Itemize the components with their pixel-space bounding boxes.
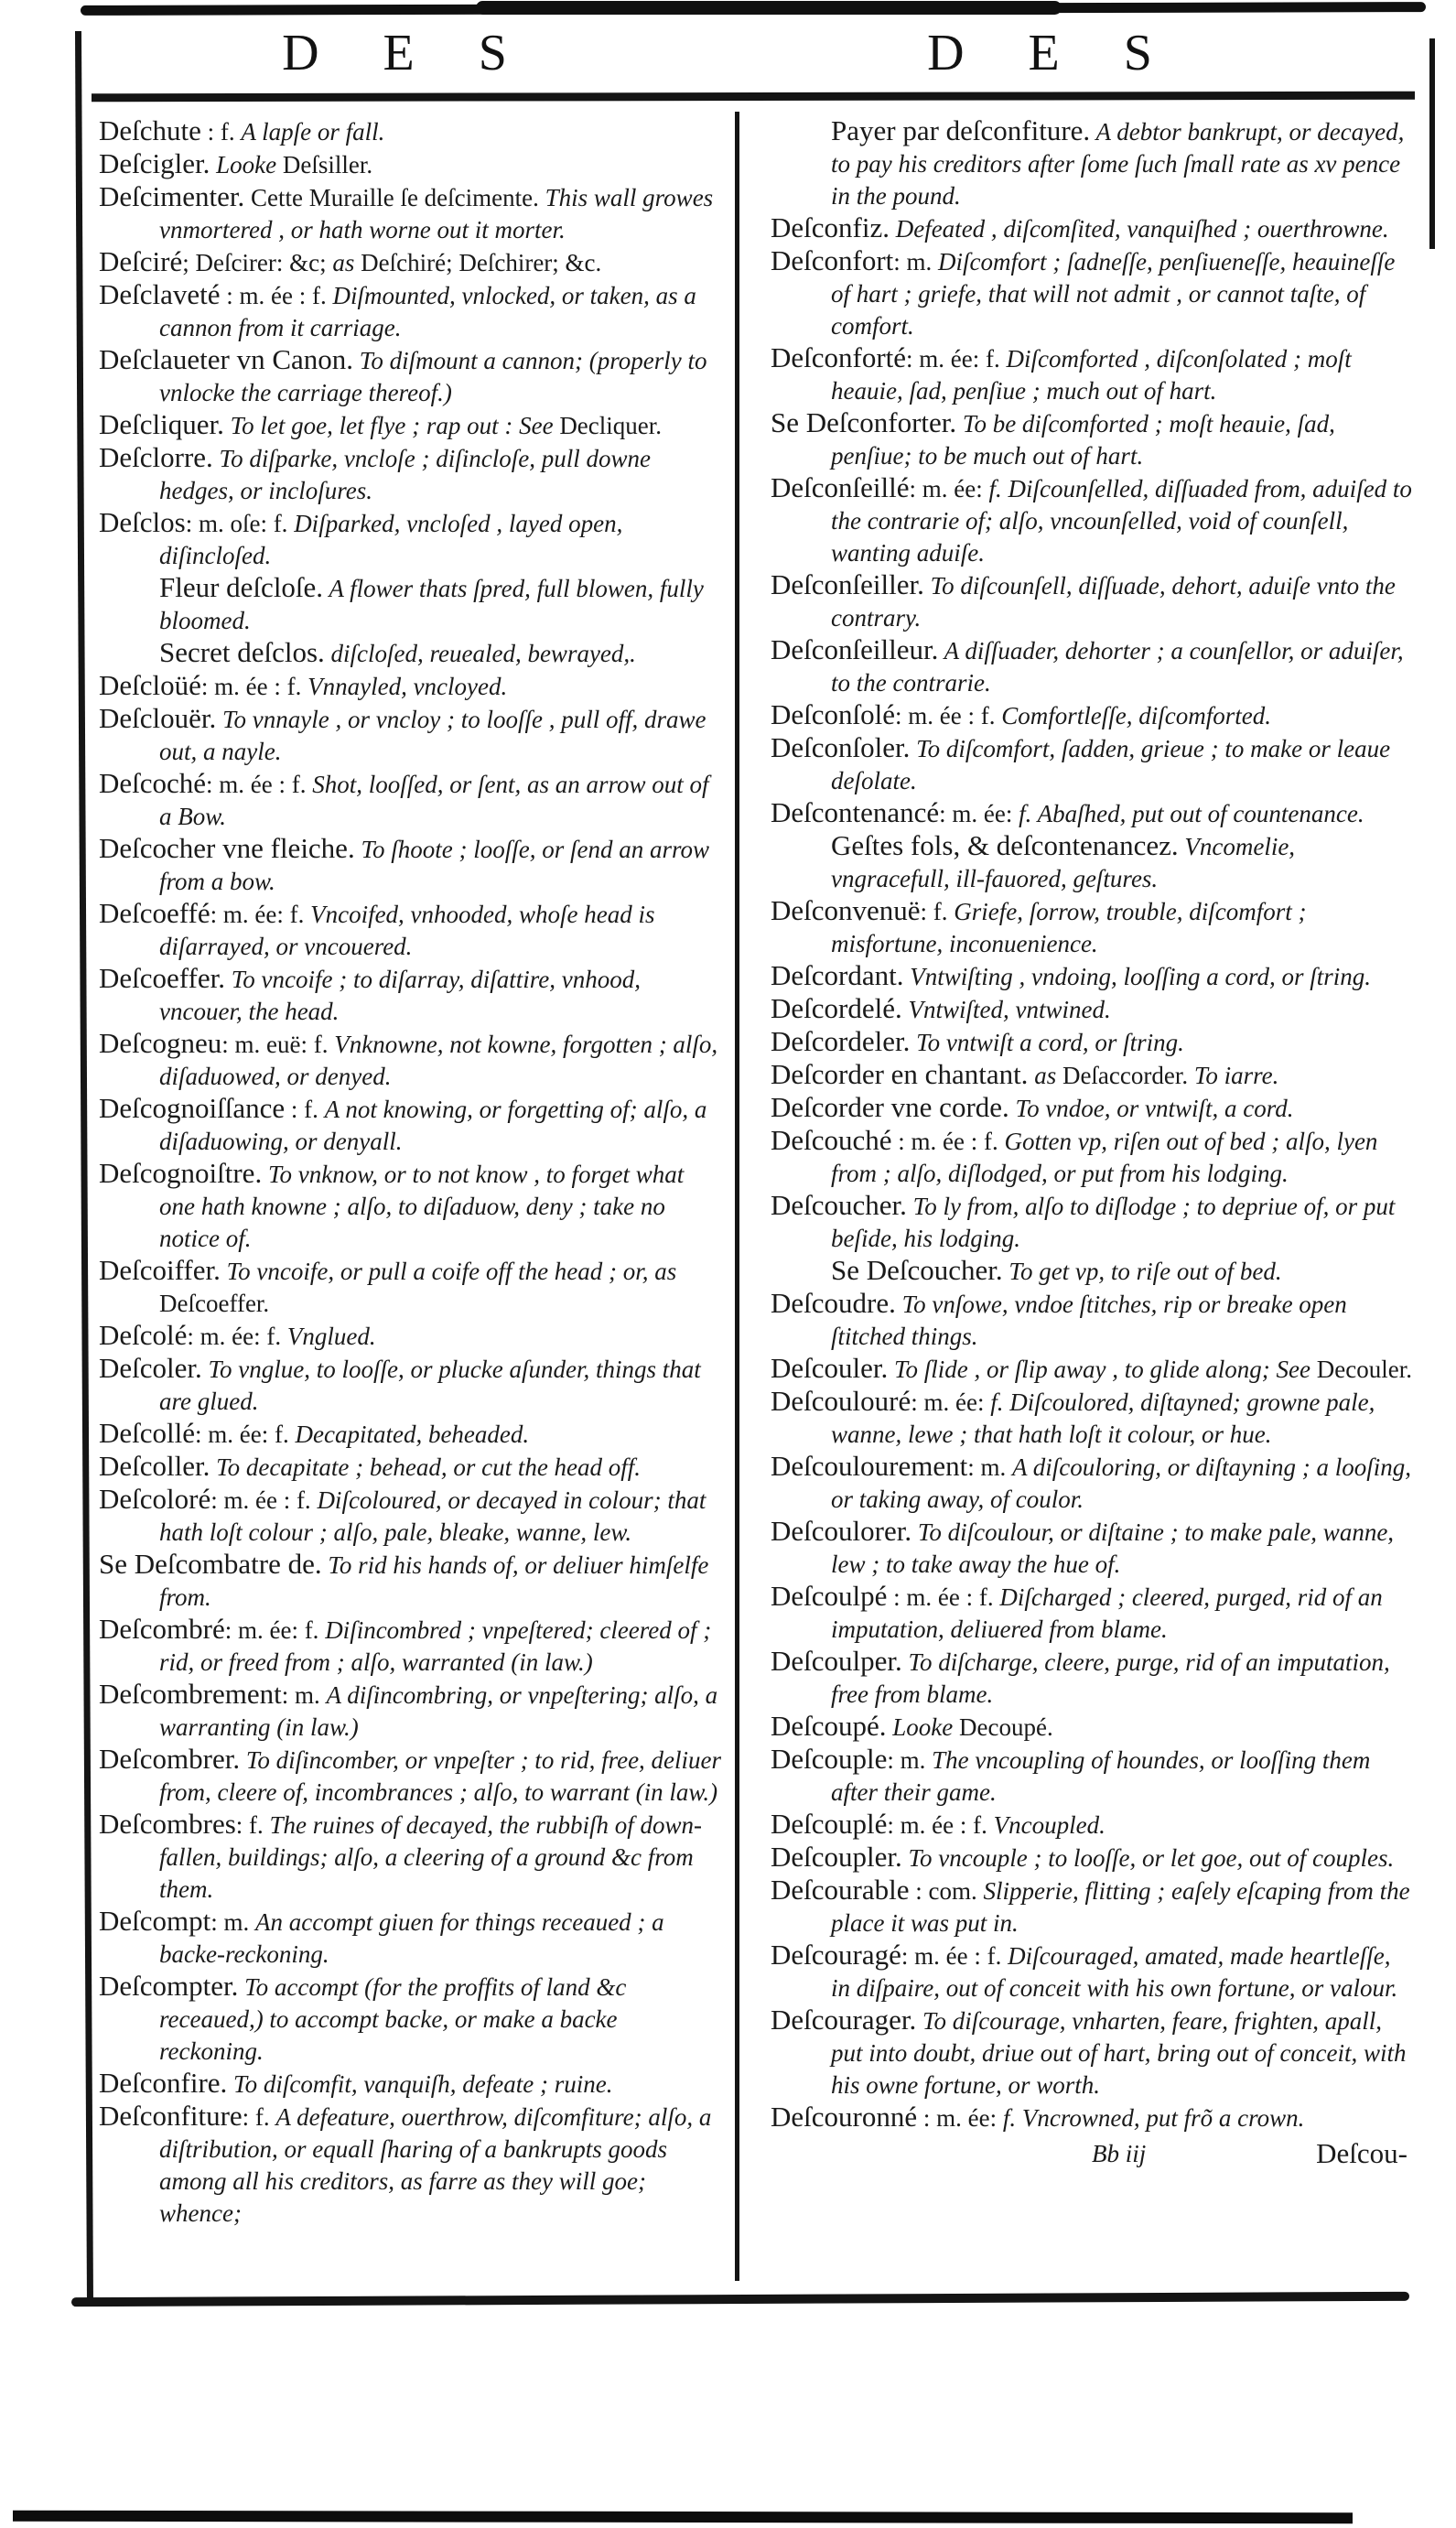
entry-gloss-italic: To ſlide , or ſlip away , to glide along; See xyxy=(888,1356,1317,1383)
entry-gloss-italic: To diſcoulour, or diſtaine ; to make pale, wanne, lew ; to take away the hue of. xyxy=(831,1518,1395,1578)
running-head-left: D E S xyxy=(282,25,533,81)
entry-gloss-italic: f. Vncrowned, put frõ a crown. xyxy=(1002,2104,1305,2132)
dictionary-entry xyxy=(99,246,723,279)
entry-headword: Deſcorder vne corde. xyxy=(771,1091,1009,1123)
entry-gloss-italic: The ruines of decayed, the rubbiſh of down-fallen, buildings; alſo, a cleering of a ground &c from them. xyxy=(159,1811,702,1903)
dictionary-entry xyxy=(771,1939,1413,2004)
entry-gloss-italic: Diſparked, vncloſed , layed open, diſincloſed. xyxy=(159,510,623,569)
entry-roman-text: : m. xyxy=(967,1453,1012,1481)
entry-headword: Deſcombres xyxy=(99,1808,236,1840)
entry-gloss-italic: To diſmount a cannon; (properly to vnlocke the carriage thereof.) xyxy=(159,347,707,406)
entry-gloss-italic: To let goe, let flye ; rap out : See xyxy=(223,412,560,439)
dictionary-entry xyxy=(771,732,1413,797)
entry-headword: Deſconſeillé xyxy=(771,471,910,503)
entry-roman-text: : m. ée : f. xyxy=(891,1128,1005,1155)
entry-gloss-italic: as xyxy=(332,249,361,276)
entry-headword: Secret deſclos. xyxy=(159,636,325,668)
entry-headword: Deſcouché xyxy=(771,1124,892,1156)
dictionary-subentry xyxy=(99,637,723,670)
entry-roman-text: : m. ée : f. xyxy=(206,771,313,798)
entry-headword: Deſcombré xyxy=(99,1613,225,1645)
entry-headword: Deſcognoiſtre. xyxy=(99,1157,263,1189)
entry-headword: Deſcouplé xyxy=(771,1808,888,1840)
entry-gloss-italic: To ly from, alſo to diſlodge ; to depriue of, or put beſide, his lodging. xyxy=(831,1193,1396,1252)
dictionary-entry xyxy=(99,344,723,409)
entry-roman-text: : m. ée: xyxy=(939,800,1019,827)
entry-gloss-italic: Slipperie, flitting ; eaſely eſcaping from the place it was put in. xyxy=(831,1877,1410,1937)
entry-headword: Deſcollé xyxy=(99,1417,196,1449)
entry-headword: Deſcordant. xyxy=(771,959,904,991)
entry-roman-text: Deſsiller. xyxy=(282,151,373,178)
dictionary-entry xyxy=(771,1711,1413,1744)
dictionary-entry xyxy=(99,1158,723,1255)
entry-gloss-italic: A defeature, ouerthrow, diſcomfiture; alſo, a diſtribution, or equall ſharing of a bankrupts goods among all his creditors, as farre as they will goe; whence; xyxy=(159,2103,712,2227)
entry-roman-text: Decliquer. xyxy=(559,412,663,439)
entry-roman-text: : m. xyxy=(210,1908,256,1936)
entry-gloss-italic: Diſcouraged, amated, made heartleſſe, in diſpaire, out of conceit with his own fortune, or valour. xyxy=(831,1942,1398,2002)
entry-roman-text: : m. ée: xyxy=(911,1388,991,1416)
dictionary-entry xyxy=(771,2004,1413,2101)
dictionary-subentry xyxy=(771,830,1413,895)
dictionary-entry xyxy=(771,1026,1413,1059)
entry-gloss-italic: Gotten vp, riſen out of bed ; alſo, lyen from ; alſo, diſlodged, or put from his lodging. xyxy=(831,1128,1378,1187)
entry-gloss-italic: To vncoife, or pull a coife off the head ; or, as xyxy=(220,1258,677,1285)
page-border-left xyxy=(75,31,93,2299)
entry-roman-text: : m. ée: f. xyxy=(224,1616,326,1644)
dictionary-entry xyxy=(99,1093,723,1158)
entry-gloss-italic: Decapitated, beheaded. xyxy=(295,1421,530,1448)
entry-roman-text: : m. ée : f. xyxy=(895,702,1002,729)
entry-headword: Deſcoupler. xyxy=(771,1841,902,1873)
entry-headword: Deſclouër. xyxy=(99,702,217,734)
entry-headword: Deſcoloré xyxy=(99,1483,211,1515)
entry-gloss-italic: To decapitate ; behead, or cut the head off. xyxy=(210,1453,642,1481)
dictionary-entry xyxy=(99,115,723,148)
dictionary-entry xyxy=(99,1255,723,1320)
entry-roman-text: : m. oſe: f. xyxy=(185,510,295,537)
entry-gloss-italic: Vncomelie, vngracefull, ill-fauored, geſtures. xyxy=(831,833,1296,892)
entry-roman-text: Decouler. xyxy=(1316,1356,1412,1383)
dictionary-entry xyxy=(99,1809,723,1906)
entry-gloss-italic: To rid his hands of, or deliuer himſelfe from. xyxy=(159,1551,709,1611)
entry-headword: Deſcoulouré xyxy=(771,1385,911,1417)
entry-gloss-italic: An accompt giuen for things receaued ; a backe-reckoning. xyxy=(159,1908,664,1968)
dictionary-entry xyxy=(771,1874,1413,1939)
entry-headword: Deſcorder en chantant. xyxy=(771,1058,1029,1090)
entry-roman-text: : f. xyxy=(242,2103,276,2131)
entry-headword: Deſconſeiller. xyxy=(771,568,924,600)
entry-roman-text: : m. euë: f. xyxy=(221,1031,335,1058)
dictionary-entry xyxy=(99,1906,723,1971)
entry-headword: Deſcouragé xyxy=(771,1939,901,1971)
entry-gloss-italic: Vntwiſting , vndoing, looſſing a cord, or ſtring. xyxy=(903,963,1371,990)
dictionary-entry xyxy=(771,569,1413,634)
entry-headword: Deſcoulpé xyxy=(771,1580,888,1612)
entry-gloss-italic: A debtor bankrupt, or decayed, to pay his creditors after ſome ſuch ſmall rate as xv pence in the pound. xyxy=(831,118,1405,210)
entry-gloss-italic: f. Diſcounſelled, diſſuaded from, aduiſed to the contrarie of; alſo, vncounſelled, void of counſell, wanting aduiſe. xyxy=(831,475,1412,567)
dictionary-entry xyxy=(99,409,723,442)
page-border-bottom xyxy=(71,2292,1409,2307)
dictionary-entry xyxy=(771,212,1413,245)
entry-gloss-italic: Diſmounted, vnlocked, or taken, as a cannon from it carriage. xyxy=(159,282,696,341)
entry-roman-text: : m. ée : f. xyxy=(220,282,333,309)
dictionary-entry xyxy=(771,245,1413,342)
entry-gloss-italic: diſcloſed, reuealed, bewrayed,. xyxy=(324,640,636,667)
entry-gloss-italic: The vncoupling of houndes, or looſſing them after their game. xyxy=(831,1746,1371,1806)
entry-gloss-italic: To diſcomfit, vanquiſh, defeate ; ruine. xyxy=(227,2070,613,2098)
dictionary-entry xyxy=(771,797,1413,830)
entry-roman-text: Decoupé. xyxy=(959,1713,1053,1741)
dictionary-entry xyxy=(99,963,723,1028)
entry-gloss-italic: Diſcoloured, or decayed in colour; that hath loſt colour ; alſo, pale, bleake, wanne, lew. xyxy=(159,1486,706,1546)
entry-headword: Deſcompt xyxy=(99,1905,211,1937)
dictionary-entry xyxy=(771,699,1413,732)
entry-headword: Deſcoulper. xyxy=(771,1645,902,1677)
entry-roman-text: : m. ée : f. xyxy=(210,1486,318,1514)
entry-headword: Deſchute xyxy=(99,114,201,146)
entry-headword: Deſcocher vne fleiche. xyxy=(99,832,355,864)
entry-gloss-italic: A diſcouloring, or diſtayning ; a looſing, or taking away, of coulor. xyxy=(831,1453,1411,1513)
entry-headword: Deſclaueter vn Canon. xyxy=(99,343,354,375)
dictionary-entry xyxy=(99,1971,723,2068)
dictionary-entry xyxy=(99,1028,723,1093)
entry-roman-text: : m. xyxy=(893,248,939,275)
dictionary-entry xyxy=(771,1125,1413,1190)
entry-headword: Deſcompter. xyxy=(99,1970,239,2002)
header-rule xyxy=(92,92,1415,103)
dictionary-entry xyxy=(771,342,1413,407)
entry-gloss-italic: To diſincomber, or vnpeſter ; to rid, free, deliuer from, cleere of, incombrances ; alſo, to warrant (in law.) xyxy=(159,1746,722,1806)
entry-roman-text: Deſaccorder. xyxy=(1062,1062,1194,1089)
dictionary-entry xyxy=(99,1679,723,1744)
entry-headword: Deſconſoler. xyxy=(771,731,911,763)
entry-headword: Deſcouler. xyxy=(771,1352,889,1384)
entry-gloss-italic: To ſhoote ; looſſe, or ſend an arrow from a bow. xyxy=(159,836,709,895)
entry-headword: Deſconfiture xyxy=(99,2100,243,2132)
entry-gloss-italic: This wall growes vnmortered , or hath worne out it morter. xyxy=(159,184,714,243)
entry-gloss-italic: To vnnayle , or vncloy ; to looſſe , pull off, drawe out, a nayle. xyxy=(159,706,706,765)
column-divider xyxy=(735,112,739,2281)
entry-gloss-italic: Defeated , diſcomſited, vanquiſhed ; ouerthrowne. xyxy=(889,215,1389,243)
entry-headword: Deſcoupé. xyxy=(771,1710,887,1742)
dictionary-entry xyxy=(99,1418,723,1451)
catchword: Deſcou- xyxy=(1316,2137,1407,2169)
entry-gloss-italic: A diſincombring, or vnpeſtering; alſo, a warranting (in law.) xyxy=(159,1681,718,1741)
dictionary-entry xyxy=(99,670,723,703)
entry-headword: Deſcimenter. xyxy=(99,180,245,212)
entry-gloss-italic: Vnnayled, vncloyed. xyxy=(307,673,508,700)
dictionary-column-right xyxy=(771,115,1413,2175)
entry-roman-text: : m. ée : f. xyxy=(200,673,308,700)
dictionary-entry xyxy=(99,898,723,963)
dictionary-entry xyxy=(771,895,1413,960)
entry-gloss-italic: A not knowing, or forgetting of; alſo, a diſaduowing, or denyall. xyxy=(159,1096,707,1155)
running-head-right: D E S xyxy=(927,25,1178,81)
dictionary-column-left xyxy=(99,115,723,2230)
dictionary-entry xyxy=(99,507,723,572)
dictionary-entry xyxy=(771,1744,1413,1809)
entry-gloss-italic: Looke xyxy=(886,1713,960,1741)
entry-headword: Se Deſconforter. xyxy=(771,406,957,438)
entry-gloss-italic: To vnglue, to looſſe, or plucke aſunder, things that are glued. xyxy=(159,1356,701,1415)
entry-headword: Geſtes fols, & deſcontenancez. xyxy=(831,829,1179,861)
dictionary-entry xyxy=(99,181,723,246)
scan-bottom-edge-bar xyxy=(13,2511,1353,2524)
signature-mark: Bb iij xyxy=(1092,2140,1147,2167)
scan-top-edge-bulge xyxy=(476,1,1062,15)
entry-roman-text: : f. xyxy=(285,1096,325,1123)
entry-headword: Deſcoller. xyxy=(99,1450,210,1482)
entry-roman-text: Deſchiré; Deſchirer; &c. xyxy=(361,249,602,276)
entry-gloss-italic: To vntwiſt a cord, or ſtring. xyxy=(910,1029,1184,1056)
dictionary-entry xyxy=(99,148,723,181)
dictionary-subentry xyxy=(771,115,1413,212)
entry-headword: Deſclorre. xyxy=(99,441,213,473)
entry-headword: Deſcigler. xyxy=(99,147,210,179)
entry-gloss-italic: To diſcharge, cleere, purge, rid of an imputation, free from blame. xyxy=(831,1648,1390,1708)
entry-gloss-italic: f. Diſcoulored, diſtayned; growne pale, wanne, lewe ; that hath loſt it colour, or hue. xyxy=(831,1388,1375,1448)
entry-gloss-italic: A diſſuader, dehorter ; a counſellor, or aduiſer, to the contrarie. xyxy=(831,637,1404,697)
entry-roman-text: : f. xyxy=(920,898,954,925)
dictionary-entry xyxy=(99,703,723,768)
entry-headword: Deſcoeffé xyxy=(99,897,210,929)
entry-headword: Deſcordeler. xyxy=(771,1025,911,1057)
entry-gloss-italic: To vncoife ; to diſarray, diſattire, vnhood, vncouer, the head. xyxy=(159,966,641,1025)
entry-gloss-italic: Diſcomfort ; ſadneſſe, penſiueneſſe, heauineſſe of hart ; griefe, that will not admit , or cannot taſte, of comfort. xyxy=(831,248,1396,340)
entry-headword: Deſcoucher. xyxy=(771,1189,907,1221)
entry-gloss-italic: Shot, looſſed, or ſent, as an arrow out of a Bow. xyxy=(159,771,709,830)
entry-headword: Deſcourager. xyxy=(771,2004,917,2036)
entry-gloss-italic: f. Abaſhed, put out of countenance. xyxy=(1019,800,1364,827)
entry-roman-text: : m. ée: xyxy=(909,475,989,502)
entry-headword: Deſcombrer. xyxy=(99,1743,241,1775)
entry-roman-text: : m. xyxy=(281,1681,327,1709)
entry-headword: Payer par deſconfiture. xyxy=(831,114,1091,146)
entry-roman-text: : com. xyxy=(909,1877,984,1905)
entry-headword: Deſconfire. xyxy=(99,2067,228,2099)
dictionary-entry xyxy=(99,442,723,507)
entry-gloss-italic: To be diſcomforted ; moſt heauie, ſad, penſiue; to be much out of hart. xyxy=(831,410,1335,470)
dictionary-entry xyxy=(771,1092,1413,1125)
dictionary-entry xyxy=(99,1614,723,1679)
dictionary-entry xyxy=(771,1451,1413,1516)
entry-roman-text: Deſcoeffer. xyxy=(159,1290,270,1317)
entry-headword: Deſcliquer. xyxy=(99,408,224,440)
entry-headword: Deſcoulourement xyxy=(771,1450,968,1482)
entry-headword: Se Deſcoucher. xyxy=(831,1254,1003,1286)
entry-headword: Deſconſolé xyxy=(771,698,896,730)
dictionary-subentry xyxy=(771,1255,1413,1288)
entry-roman-text: : m. ée: xyxy=(917,2104,1003,2132)
entry-headword: Deſconfort xyxy=(771,244,894,276)
entry-headword: Deſcognoiſſance xyxy=(99,1092,286,1124)
entry-roman-text: : m. ée: f. xyxy=(906,345,1007,373)
entry-headword: Deſconſeilleur. xyxy=(771,633,939,665)
entry-headword: Deſconforté xyxy=(771,341,907,373)
dictionary-entry xyxy=(99,279,723,344)
entry-headword: Deſcoeffer. xyxy=(99,962,225,994)
dictionary-entry xyxy=(771,993,1413,1026)
entry-gloss-italic: A flower thats ſpred, full blowen, fully bloomed. xyxy=(159,575,704,634)
dictionary-entry xyxy=(771,407,1413,472)
entry-roman-text: Cette Muraille ſe deſcimente. xyxy=(244,184,545,211)
entry-roman-text: : f. xyxy=(235,1811,270,1839)
entry-roman-text: : m. xyxy=(887,1746,933,1774)
dictionary-entry xyxy=(771,1190,1413,1255)
page-border-right xyxy=(1429,38,1435,249)
entry-headword: Deſcoler. xyxy=(99,1352,202,1384)
entry-gloss-italic: To iarre. xyxy=(1193,1062,1279,1089)
entry-roman-text: : m. ée: f. xyxy=(187,1323,287,1350)
dictionary-entry xyxy=(99,833,723,898)
entry-roman-text: : m. ée : f. xyxy=(887,1583,1000,1611)
entry-headword: Deſcordelé. xyxy=(771,992,902,1024)
entry-roman-text: : m. ée: f. xyxy=(195,1421,296,1448)
entry-headword: Deſclaveté xyxy=(99,278,221,310)
entry-headword: Deſcoiffer. xyxy=(99,1254,221,1286)
dictionary-entry xyxy=(99,1744,723,1809)
entry-gloss-italic: To diſcourage, vnharten, feare, frighten, apall, put into doubt, driue out of hart, bring out of conceit, with his owne fortune, or worth. xyxy=(831,2007,1407,2099)
entry-gloss-italic: Vncoupled. xyxy=(993,1811,1105,1839)
entry-headword: Deſcoudre. xyxy=(771,1287,896,1319)
entry-gloss-italic: Diſcomforted , diſconſolated ; moſt heauie, ſad, penſiue ; much out of hart. xyxy=(831,345,1352,405)
entry-gloss-italic: To diſcounſell, diſſuade, dehort, aduiſe vnto the contrary. xyxy=(831,572,1396,632)
entry-headword: Fleur deſcloſe. xyxy=(159,571,324,603)
entry-headword: Deſclos xyxy=(99,506,186,538)
dictionary-entry xyxy=(771,634,1413,699)
entry-gloss-italic: Vntwiſted, vntwined. xyxy=(901,996,1111,1023)
entry-gloss-italic: A lapſe or fall. xyxy=(241,118,385,146)
dictionary-entry xyxy=(771,1842,1413,1874)
dictionary-entry xyxy=(99,1484,723,1549)
entry-headword: Deſcolé xyxy=(99,1319,188,1351)
entry-gloss-italic: Vnknowne, not kowne, forgotten ; alſo, diſaduowed, or denyed. xyxy=(159,1031,718,1090)
entry-gloss-italic: To get vp, to riſe out of bed. xyxy=(1002,1258,1282,1285)
entry-headword: Deſcoulorer. xyxy=(771,1515,912,1547)
dictionary-entry xyxy=(99,2068,723,2101)
dictionary-entry xyxy=(99,2101,723,2230)
entry-roman-text: : m. ée: f. xyxy=(210,901,311,928)
entry-gloss-italic: To vndoe, or vntwiſt, a cord. xyxy=(1008,1095,1294,1122)
entry-gloss-italic: To vnknow, or to not know , to forget what one hath knowne ; alſo, to diſaduow, deny ; take no notice of. xyxy=(159,1161,685,1252)
entry-roman-text: : m. ée : f. xyxy=(901,1942,1008,1970)
dictionary-entry xyxy=(771,1516,1413,1581)
dictionary-entry xyxy=(99,768,723,833)
dictionary-entry xyxy=(771,2101,1413,2134)
entry-headword: Deſconfiz. xyxy=(771,211,890,243)
entry-headword: Deſcourable xyxy=(771,1874,910,1906)
dictionary-entry xyxy=(771,472,1413,569)
entry-headword: Deſcloüé xyxy=(99,669,201,701)
entry-gloss-italic: Vncoifed, vnhooded, whoſe head is diſarrayed, or vncouered. xyxy=(159,901,655,960)
entry-headword: Se Deſcombatre de. xyxy=(99,1548,322,1580)
dictionary-entry xyxy=(99,1451,723,1484)
entry-gloss-italic: Diſincombred ; vnpeſtered; cleered of ; rid, or freed from ; alſo, warranted (in law.) xyxy=(159,1616,712,1676)
entry-headword: Deſcoché xyxy=(99,767,207,799)
entry-headword: Deſcontenancé xyxy=(771,796,940,828)
entry-gloss-italic: Griefe, ſorrow, trouble, diſcomfort ; misfortune, inconuenience. xyxy=(831,898,1307,957)
dictionary-entry xyxy=(771,960,1413,993)
entry-headword: Deſcouple xyxy=(771,1743,888,1775)
entry-headword: Deſcogneu xyxy=(99,1027,222,1059)
entry-headword: Deſcombrement xyxy=(99,1678,282,1710)
dictionary-entry xyxy=(771,1581,1413,1646)
entry-roman-text: : f. xyxy=(200,118,242,146)
entry-gloss-italic: Looke xyxy=(216,151,283,178)
column-footer-row xyxy=(771,2138,1413,2175)
dictionary-entry xyxy=(99,1353,723,1418)
dictionary-entry xyxy=(99,1320,723,1353)
entry-gloss-italic: Comfortleſſe, diſcomforted. xyxy=(1001,702,1271,729)
dictionary-entry xyxy=(771,1646,1413,1711)
entry-gloss-italic: To accompt (for the proffits of land &c receaued,) to accompt backe, or make a backe reckoning. xyxy=(159,1973,627,2065)
entry-headword: Deſciré xyxy=(99,245,183,277)
entry-headword: Deſcouronné xyxy=(771,2101,918,2133)
entry-headword: Deſconvenuë xyxy=(771,894,921,926)
dictionary-entry xyxy=(99,1549,723,1614)
entry-gloss-italic: Vnglued. xyxy=(286,1323,376,1350)
dictionary-entry xyxy=(771,1353,1413,1386)
entry-gloss-italic: To vncouple ; to looſſe, or let goe, out of couples. xyxy=(901,1844,1395,1872)
dictionary-entry xyxy=(771,1386,1413,1451)
dictionary-subentry xyxy=(99,572,723,637)
entry-gloss-italic: To diſcomfort, ſadden, grieue ; to make or leaue deſolate. xyxy=(831,735,1391,794)
entry-gloss-italic: To diſparke, vncloſe ; diſincloſe, pull downe hedges, or incloſures. xyxy=(159,445,651,504)
entry-roman-text: ; Deſcirer: &c; xyxy=(182,249,333,276)
entry-gloss-italic: Diſcharged ; cleered, purged, rid of an imputation, deliuered from blame. xyxy=(831,1583,1383,1643)
entry-roman-text: : m. ée : f. xyxy=(887,1811,994,1839)
entry-gloss-italic: To vnſowe, vndoe ſtitches, rip or breake open ſtitched things. xyxy=(831,1291,1347,1350)
dictionary-entry xyxy=(771,1809,1413,1842)
entry-gloss-italic: as xyxy=(1028,1062,1062,1089)
dictionary-entry xyxy=(771,1059,1413,1092)
dictionary-entry xyxy=(771,1288,1413,1353)
